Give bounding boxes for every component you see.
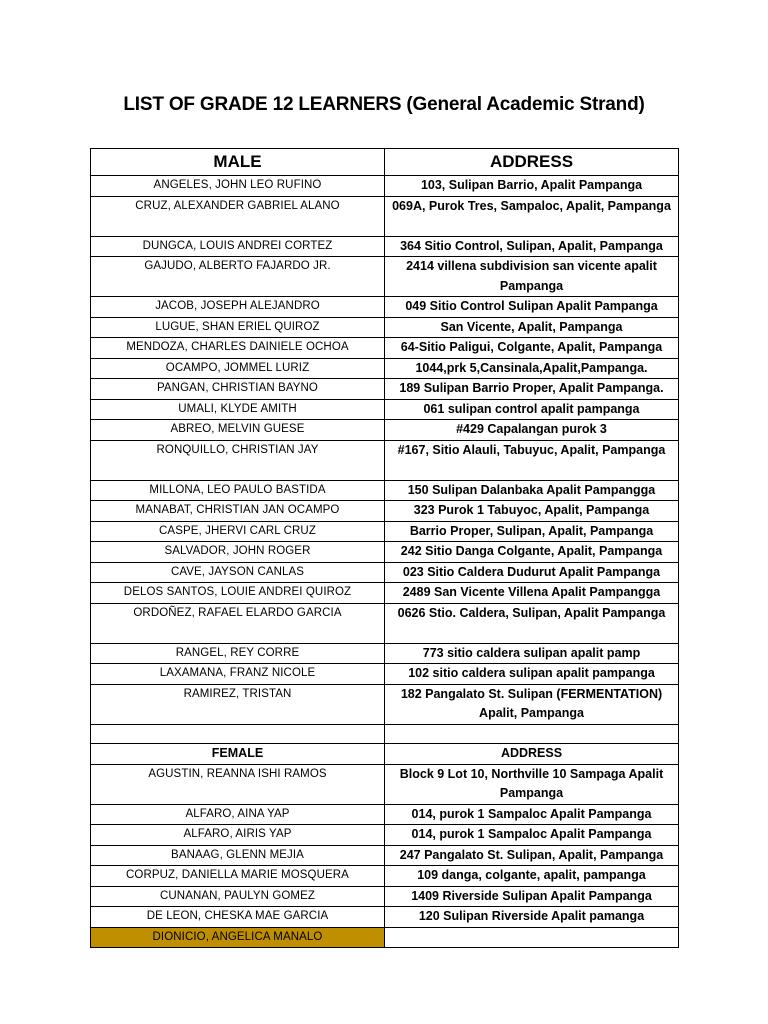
learner-name: JACOB, JOSEPH ALEJANDRO [91, 297, 385, 318]
table-row [91, 886, 679, 907]
male-address-column-header: ADDRESS [385, 149, 679, 176]
learner-address: 014, purok 1 Sampaloc Apalit Pampanga [385, 804, 679, 825]
learner-address: 0626 Stio. Caldera, Sulipan, Apalit Pampanga [385, 603, 679, 643]
learner-address: San Vicente, Apalit, Pampanga [385, 317, 679, 338]
learner-name: DELOS SANTOS, LOUIE ANDREI QUIROZ [91, 583, 385, 604]
learner-name: PANGAN, CHRISTIAN BAYNO [91, 379, 385, 400]
table-row [91, 542, 679, 563]
table-row [91, 521, 679, 542]
learner-address: 1409 Riverside Sulipan Apalit Pampanga [385, 886, 679, 907]
male-header-row [91, 149, 679, 176]
table-row [91, 297, 679, 318]
table-row [91, 236, 679, 257]
learner-name: CORPUZ, DANIELLA MARIE MOSQUERA [91, 866, 385, 887]
learner-name: UMALI, KLYDE AMITH [91, 399, 385, 420]
learner-name: CAVE, JAYSON CANLAS [91, 562, 385, 583]
table-row [91, 440, 679, 480]
learner-address: 182 Pangalato St. Sulipan (FERMENTATION) Apalit, Pampanga [385, 684, 679, 724]
learner-name: DE LEON, CHESKA MAE GARCIA [91, 907, 385, 928]
learner-address: 2489 San Vicente Villena Apalit Pampangga [385, 583, 679, 604]
document-title: LIST OF GRADE 12 LEARNERS (General Academic Strand) [123, 94, 645, 115]
table-row [91, 257, 679, 297]
table-row [91, 501, 679, 522]
learner-name: MANABAT, CHRISTIAN JAN OCAMPO [91, 501, 385, 522]
learner-name: RAMIREZ, TRISTAN [91, 684, 385, 724]
learner-address: Barrio Proper, Sulipan, Apalit, Pampanga [385, 521, 679, 542]
learner-address: 242 Sitio Danga Colgante, Apalit, Pampanga [385, 542, 679, 563]
table-row [91, 643, 679, 664]
table-row [91, 420, 679, 441]
table-row [91, 583, 679, 604]
learner-address: 64-Sitio Paligui, Colgante, Apalit, Pampanga [385, 338, 679, 359]
table-row [91, 603, 679, 643]
learner-address: 120 Sulipan Riverside Apalit pamanga [385, 907, 679, 928]
learner-address: 150 Sulipan Dalanbaka Apalit Pampangga [385, 480, 679, 501]
learner-name: ANGELES, JOHN LEO RUFINO [91, 176, 385, 197]
learner-name: ALFARO, AIRIS YAP [91, 825, 385, 846]
learner-name: MILLONA, LEO PAULO BASTIDA [91, 480, 385, 501]
table-row [91, 764, 679, 804]
table-row [91, 358, 679, 379]
learner-name: ABREO, MELVIN GUESE [91, 420, 385, 441]
empty-cell [91, 724, 385, 743]
learner-address: 061 sulipan control apalit pampanga [385, 399, 679, 420]
learner-address: 023 Sitio Caldera Dudurut Apalit Pampanga [385, 562, 679, 583]
table-row [91, 196, 679, 236]
learner-address: 014, purok 1 Sampaloc Apalit Pampanga [385, 825, 679, 846]
learner-name: LAXAMANA, FRANZ NICOLE [91, 664, 385, 685]
learner-name-highlighted: DIONICIO, ANGELICA MANALO [91, 927, 385, 948]
learner-name: RONQUILLO, CHRISTIAN JAY [91, 440, 385, 480]
table-row [91, 684, 679, 724]
table-row [91, 399, 679, 420]
table-row [91, 338, 679, 359]
learner-address: #167, Sitio Alauli, Tabuyuc, Apalit, Pampanga [385, 440, 679, 480]
learner-name: CUNANAN, PAULYN GOMEZ [91, 886, 385, 907]
learner-address: 247 Pangalato St. Sulipan, Apalit, Pampanga [385, 845, 679, 866]
table-row [91, 176, 679, 197]
table-row [91, 825, 679, 846]
empty-cell [385, 724, 679, 743]
male-column-header: MALE [91, 149, 385, 176]
table-row [91, 866, 679, 887]
table-row [91, 804, 679, 825]
learner-name: LUGUE, SHAN ERIEL QUIROZ [91, 317, 385, 338]
learner-name: GAJUDO, ALBERTO FAJARDO JR. [91, 257, 385, 297]
table-row [91, 907, 679, 928]
table-row [91, 664, 679, 685]
table-row [91, 379, 679, 400]
learner-name: OCAMPO, JOMMEL LURIZ [91, 358, 385, 379]
learner-name: AGUSTIN, REANNA ISHI RAMOS [91, 764, 385, 804]
learners-table [90, 148, 679, 948]
learner-address: 364 Sitio Control, Sulipan, Apalit, Pampanga [385, 236, 679, 257]
learner-address: 773 sitio caldera sulipan apalit pamp [385, 643, 679, 664]
table-row [91, 317, 679, 338]
learner-address: 189 Sulipan Barrio Proper, Apalit Pampanga. [385, 379, 679, 400]
learner-name: BANAAG, GLENN MEJIA [91, 845, 385, 866]
learner-address: 102 sitio caldera sulipan apalit pampanga [385, 664, 679, 685]
learner-name: RANGEL, REY CORRE [91, 643, 385, 664]
learner-address: 1044,prk 5,Cansinala,Apalit,Pampanga. [385, 358, 679, 379]
learner-name: DUNGCA, LOUIS ANDREI CORTEZ [91, 236, 385, 257]
learner-address: 109 danga, colgante, apalit, pampanga [385, 866, 679, 887]
learner-name: SALVADOR, JOHN ROGER [91, 542, 385, 563]
learner-name: CASPE, JHERVI CARL CRUZ [91, 521, 385, 542]
learner-name: MENDOZA, CHARLES DAINIELE OCHOA [91, 338, 385, 359]
learner-address: 069A, Purok Tres, Sampaloc, Apalit, Pampanga [385, 196, 679, 236]
learner-address: 049 Sitio Control Sulipan Apalit Pampanga [385, 297, 679, 318]
female-header-row [91, 743, 679, 764]
female-address-column-header: ADDRESS [385, 743, 679, 764]
learner-name: ALFARO, AINA YAP [91, 804, 385, 825]
table-row [91, 480, 679, 501]
learner-address [385, 927, 679, 948]
learner-address: 2414 villena subdivision san vicente apalit Pampanga [385, 257, 679, 297]
learner-address: #429 Capalangan purok 3 [385, 420, 679, 441]
learner-address: Block 9 Lot 10, Northville 10 Sampaga Apalit Pampanga [385, 764, 679, 804]
learner-name: ORDOÑEZ, RAFAEL ELARDO GARCIA [91, 603, 385, 643]
learner-name: CRUZ, ALEXANDER GABRIEL ALANO [91, 196, 385, 236]
learner-address: 323 Purok 1 Tabuyoc, Apalit, Pampanga [385, 501, 679, 522]
female-column-header: FEMALE [91, 743, 385, 764]
table-row [91, 927, 679, 948]
table-row [91, 845, 679, 866]
learner-address: 103, Sulipan Barrio, Apalit Pampanga [385, 176, 679, 197]
spacer-row [91, 724, 679, 743]
table-row [91, 562, 679, 583]
